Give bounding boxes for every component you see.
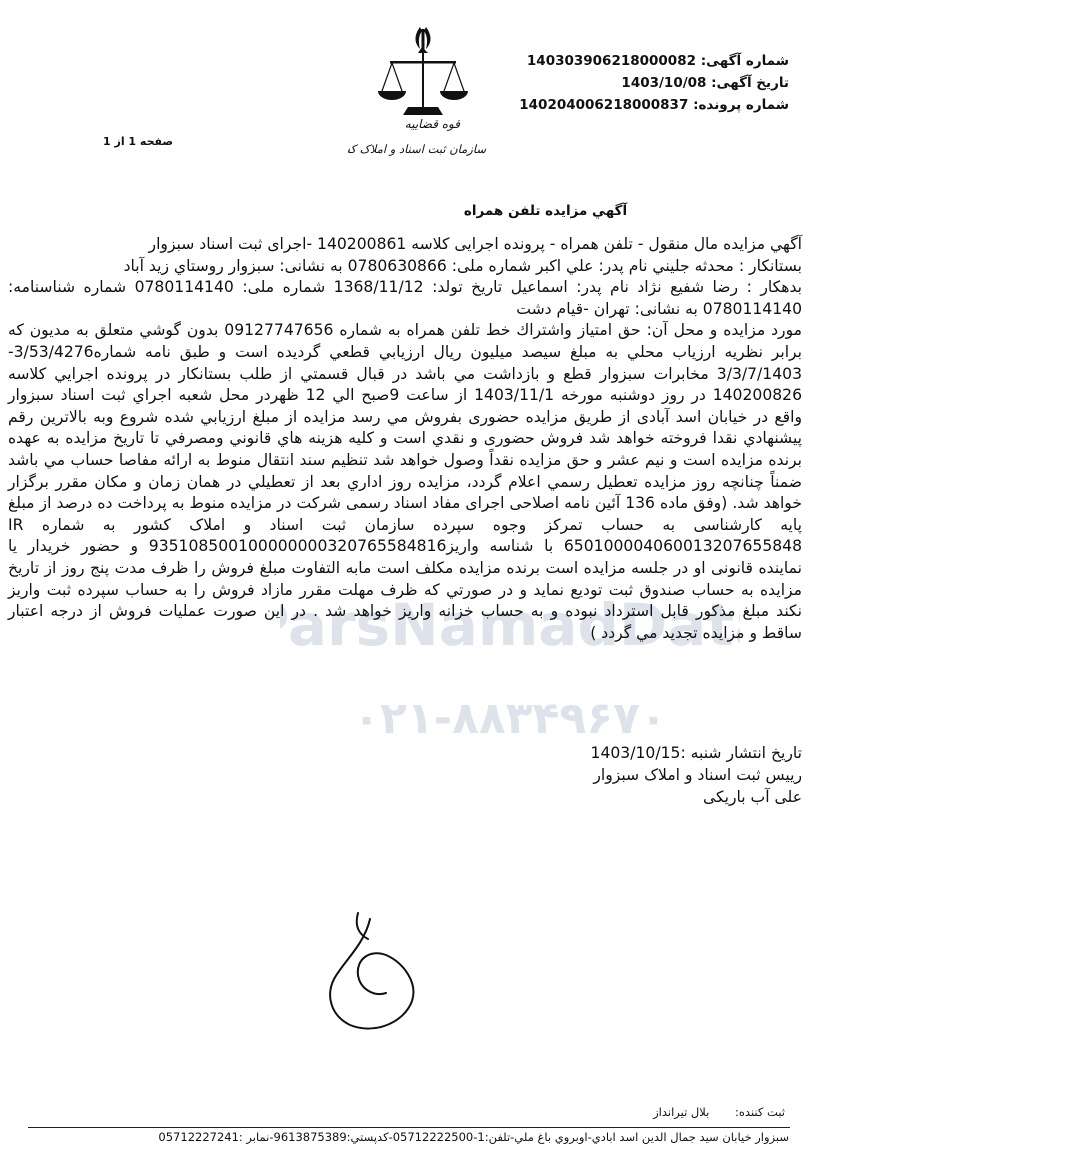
registrar-name: بلال تيرانداز [653,1105,710,1119]
registrar-label: ثبت كننده: [735,1105,785,1119]
ad-number-label: شماره آگهی: [700,53,789,69]
creditor-info: بستانكار : محدثه جليني نام پدر: علي اكبر شماره ملی: 0780630866 به نشانی: سبزوار روستاي زيد آباد [123,256,802,275]
ad-number-value: 140303906218000082 [526,53,696,69]
watermark-phone: ۰۲۱-۸۸۳۴۹۶۷۰ [353,693,667,744]
registrar [653,1105,785,1119]
signature [320,905,430,1045]
logo-text-line1: قوه قضاییه [404,117,460,131]
logo-text-line2: سازمان ثبت اسناد و املاک ک [350,142,486,156]
signer-name: علی آب باریکی [703,788,802,806]
notice-body [8,234,802,644]
publish-date-value: 1403/10/15 [590,744,681,762]
file-number-label: شماره پرونده: [693,97,789,113]
judiciary-logo [348,25,498,170]
footer-address: سبزوار خيابان سيد جمال الدين اسد ابادي-اوبروي باغ ملي-تلفن:1-05712222500-كدپستي:9613875389-نمابر :05712227241 [158,1130,789,1144]
page-title: آگهي مزايده تلفن همراه [463,203,628,219]
ad-date-label: تاریخ آگهی: [711,75,789,91]
notice-intro: آگهي مزايده مال منقول - تلفن همراه - پرونده اجرایی کلاسه 140200861 -اجرای ثبت اسناد سبزوار [148,235,802,253]
publish-date-label: تاريخ انتشار شنبه : [680,744,802,762]
footer-divider [28,1127,790,1128]
ad-metadata [489,50,789,116]
debtor-info: بدهكار : رضا شفيع نژاد نام پدر: اسماعيل تاریخ تولد: 1368/11/12 شماره ملی: 0780114140 شماره شناسنامه: 0780114140 به نشانی: تهران -قيام دشت [8,278,802,318]
ad-date-row [489,72,789,94]
signer-title: رييس ثبت اسناد و املاک سبزوار [593,766,802,784]
file-number-row [489,94,789,116]
judiciary-scales-emblem-icon [348,25,498,170]
ad-number-row [489,50,789,72]
handwritten-signature-icon [320,905,430,1045]
ad-date-value: 1403/10/08 [621,75,707,91]
file-number-value: 140204006218000837 [519,97,689,113]
watermark-text: arsNamadDat [287,591,734,659]
notice-closing [302,742,802,808]
publish-date-row [302,742,802,764]
page-indicator: صفحه 1 از 1 [103,135,174,148]
auction-details: مورد مزايده و محل آن: حق امتياز واشتراك خط تلفن همراه به شماره 09127747656 بدون گوشي متعلق به مديون كه برابر نظريه ارزياب محلي به مبلغ سيصد ميليون ريال ارزيابي قطعي گرديده است و طبق نامه شماره3/53/4276- 3/3/7/1403 مخابرات سبزوار قطع و بازداشت مي باشد در قبال قسمتي از طلب بستانكار در پرونده اجرايي كلاسه 140200826 در روز دوشنبه مورخه 1403/11/1 از ساعت 9صبح الي 12 ظهردر محل شعبه اجراي ثبت اسناد سبزوار واقع در خيابان اسد آبادی از طريق مزايده حضوری بفروش مي رسد مزايده از مبلغ ارزيابي شده شروع وبه بالاترين رقم پيشنهادي نقدا فروخته خواهد شد فروش حضوری و نقدي است و كليه هزينه هاي قانوني ومصرفي تا تاريخ مزايده به عهده برنده مزايده است و نيم عشر و حق مزايده نقداً وصول خواهد شد تنظيم سند انتقال منوط به ارائه مفاصا حساب مي باشد ضمناً چنانچه روز مزايده تعطيل رسمي اعلام گردد، مزايده روز اداري بعد از تعطيلي در همان زمان و مكان مقرر برگزار خواهد شد. (وفق ماده 136 آئين نامه اصلاحی اجرای مفاد اسناد رسمی شرکت در مزایده منوط به پرداخت ده درصد از مبلغ پایه کارشناسی به حساب تمرکز وجوه سپرده سازمان ثبت اسناد و املاک کشور به شماره IR 650100004060013207655848 با شناسه واریز935108500100000000320765584816 و حضور خریدار یا نماینده قانونی او در جلسه مزایده است برنده مزایده مکلف است مابه التفاوت مبلغ فروش را ظرف مدت پنج روز از تاریخ مزایده به حساب صندوق ثبت تودیع نماید و در صورتي كه ظرف مهلت مقرر مازاد فروش را به حساب سپرده ثبت واريز نكند مبلغ مذكور قابل استرداد نبوده و به حساب خزانه واريز خواهد شد . در اين صورت عمليات فروش از درجه اعتبار ساقط و مزايده تجديد مي گردد ) [8,321,803,642]
